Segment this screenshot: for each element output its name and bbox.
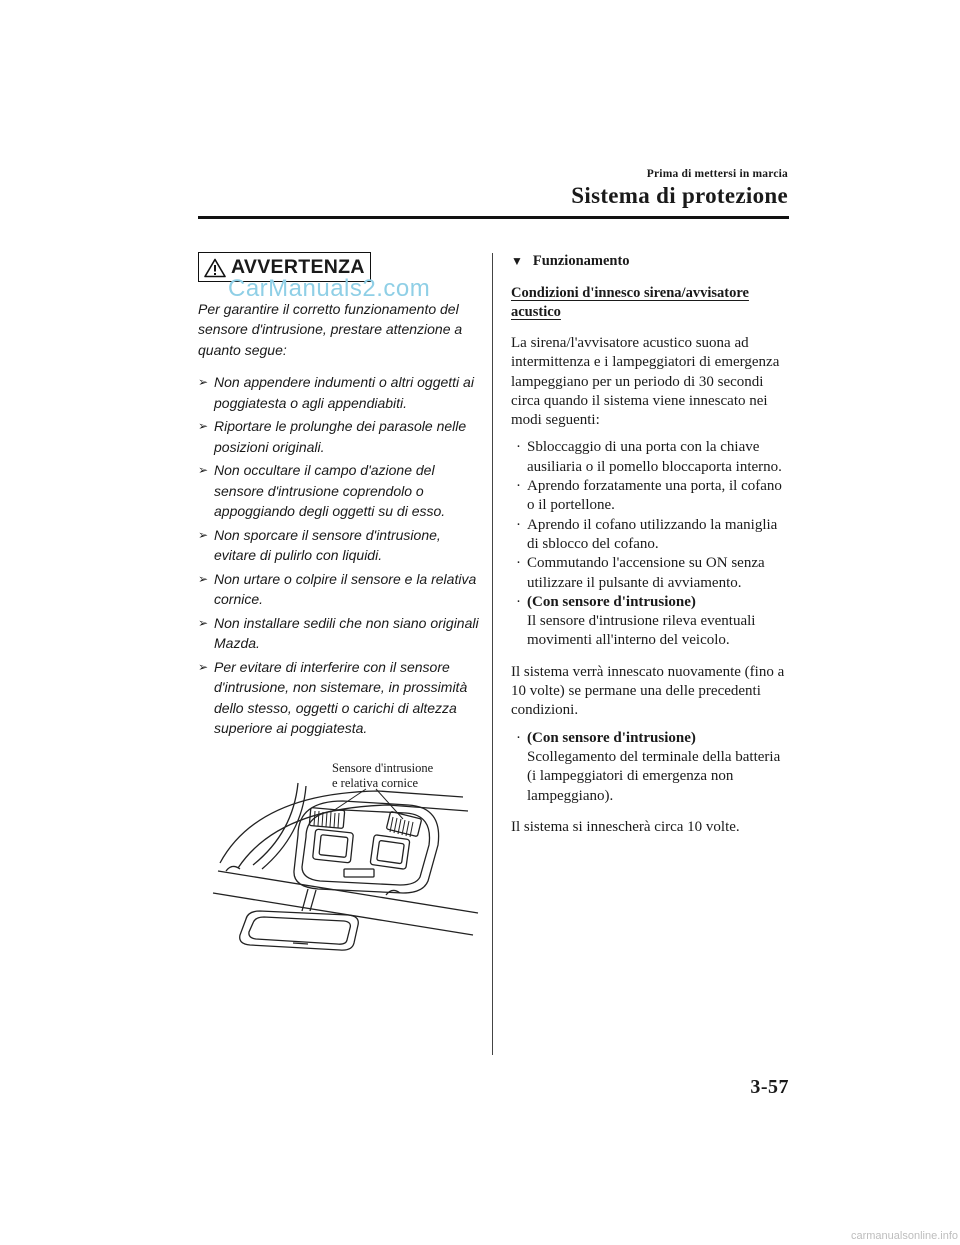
warning-header xyxy=(198,252,483,302)
list-item: · Aprendo forzatamente una porta, il cofano o il portellone. xyxy=(516,478,782,514)
bullet-icon: · xyxy=(516,439,521,456)
list-item: ➢ Per evitare di interferire con il sensore d'intrusione, non sistemare, in prossimità dello stesso, oggetti o carichi di altezza superiore ai poggiatesta. xyxy=(198,658,468,736)
figure-caption: Sensore d'intrusione e relativa cornice xyxy=(332,760,434,790)
paragraph: Il sistema si innescherà circa 10 volte. xyxy=(511,818,740,835)
arrow-icon: ➢ xyxy=(198,419,209,433)
header-section: Prima di mettersi in marcia xyxy=(646,168,788,180)
warning-list xyxy=(198,372,483,739)
warning-triangle-icon xyxy=(204,258,226,278)
right-column xyxy=(511,253,791,837)
paragraph: Il sistema verrà innescato nuovamente (fino a 10 volte) se permane una delle precedenti condizioni. xyxy=(511,663,785,719)
list-item: ➢ Riportare le prolunghe dei parasole nelle posizioni originali. xyxy=(198,418,467,455)
column-divider xyxy=(492,253,493,1055)
list-item: · Commutando l'accensione su ON senza utilizzare il pulsante di avviamento. xyxy=(516,555,765,591)
list-item: · Sbloccaggio di una porta con la chiave ausiliaria o il pomello bloccaporta interno. xyxy=(516,439,782,475)
warning-intro: Per garantire il corretto funzionamento del sensore d'intrusione, prestare attenzione a quanto segue: xyxy=(198,300,463,358)
bullet-icon: · xyxy=(516,555,521,572)
section-heading: ▼ Funzionamento xyxy=(511,253,630,269)
bullet-icon: · xyxy=(516,729,521,746)
overhead-console-illustration xyxy=(198,753,483,963)
triangle-down-icon: ▼ xyxy=(511,254,523,268)
list-item: ➢ Non appendere indumenti o altri oggetti ai poggiatesta o agli appendiabiti. xyxy=(198,374,474,411)
page-number: 3-57 xyxy=(750,1076,789,1098)
warning-title: AVVERTENZA xyxy=(231,256,365,278)
footer-watermark: carmanualsonline.info xyxy=(850,1230,958,1242)
bullet-icon: · xyxy=(516,516,521,533)
list-item: · Aprendo il cofano utilizzando la maniglia di sblocco del cofano. xyxy=(516,516,778,552)
header-rule xyxy=(198,216,789,219)
list-item: · (Con sensore d'intrusione) Scollegamento del terminale della batteria (i lampeggiatori di emergenza non lampeggiano). xyxy=(516,729,781,804)
list-item: ➢ Non occultare il campo d'azione del sensore d'intrusione coprendolo o appoggiando degli oggetti su di esso. xyxy=(198,462,446,519)
subheading: Condizioni d'innesco sirena/avvisatore acustico xyxy=(511,285,749,320)
arrow-icon: ➢ xyxy=(198,375,209,389)
arrow-icon: ➢ xyxy=(198,659,209,674)
arrow-icon: ➢ xyxy=(198,527,209,542)
bullet-icon: · xyxy=(516,478,521,495)
watermark-logo: CarManuals2.com xyxy=(228,275,431,302)
page-title: Sistema di protezione xyxy=(571,183,788,208)
bullet-icon: · xyxy=(516,593,521,610)
left-column xyxy=(198,252,483,963)
arrow-icon: ➢ xyxy=(198,571,209,586)
list-item: ➢ Non installare sedili che non siano originali Mazda. xyxy=(198,614,479,651)
trigger-list-2 xyxy=(511,729,791,806)
arrow-icon: ➢ xyxy=(198,463,209,477)
trigger-list xyxy=(511,438,791,650)
arrow-icon: ➢ xyxy=(198,615,209,630)
list-item: · (Con sensore d'intrusione) Il sensore d'intrusione rileva eventuali movimenti all'interno del veicolo. xyxy=(516,593,756,649)
list-item: ➢ Non urtare o colpire il sensore e la relativa cornice. xyxy=(198,570,477,607)
paragraph: La sirena/l'avvisatore acustico suona ad intermittenza e i lampeggiatori di emergenza lampeggiano per un periodo di 30 secondi circa quando il sistema viene innescato nei modi seguenti: xyxy=(511,335,780,429)
list-item: ➢ Non sporcare il sensore d'intrusione, evitare di pulirlo con liquidi. xyxy=(198,526,441,563)
intrusion-sensor-figure xyxy=(198,753,483,963)
